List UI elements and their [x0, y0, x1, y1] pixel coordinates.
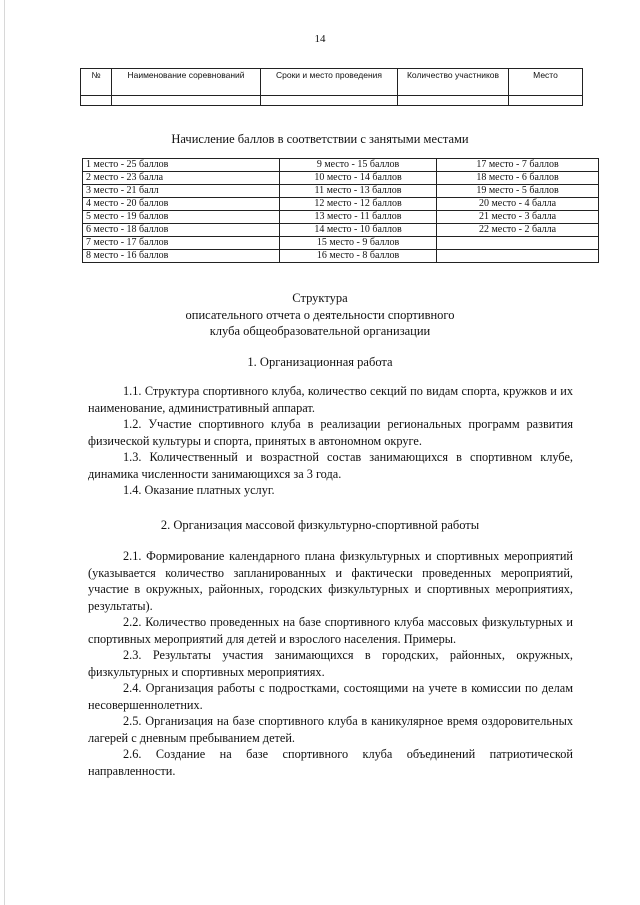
section-1-paragraph: 1.3. Количественный и возрастной состав занимающихся в спортивном клубе, динамика численности занимающихся за 3 года.: [88, 450, 573, 481]
points-cell: 20 место - 4 балла: [437, 198, 599, 211]
empty-cell: [261, 96, 398, 106]
section-2-paragraph: 2.5. Организация на базе спортивного клуба в каникулярное время оздоровительных лагерей с дневным пребыванием детей.: [88, 714, 573, 745]
points-cell: 8 место - 16 баллов: [83, 250, 280, 263]
points-row: [83, 185, 599, 198]
points-row: [83, 250, 599, 263]
section-1-heading: 1. Организационная работа: [247, 355, 393, 369]
section-1-paragraph: 1.1. Структура спортивного клуба, количество секций по видам спорта, кружков и их наименование, административный аппарат.: [88, 384, 573, 415]
points-cell: 17 место - 7 баллов: [437, 159, 599, 172]
points-cell: 2 место - 23 балла: [83, 172, 280, 185]
section-2-paragraph: 2.4. Организация работы с подростками, состоящими на учете в комиссии по делам несовершеннолетних.: [88, 681, 573, 712]
section-2-body: [88, 548, 573, 779]
points-row: [83, 159, 599, 172]
section-1-body: [88, 383, 573, 499]
section-1-paragraph: 1.4. Оказание платных услуг.: [123, 483, 275, 497]
table-empty-row: [81, 96, 583, 106]
empty-cell: [112, 96, 261, 106]
points-cell: 5 место - 19 баллов: [83, 211, 280, 224]
points-row: [83, 224, 599, 237]
points-cell: 19 место - 5 баллов: [437, 185, 599, 198]
points-cell: 18 место - 6 баллов: [437, 172, 599, 185]
header-cell-dates-place: Сроки и место проведения: [261, 69, 398, 96]
points-cell: 16 место - 8 баллов: [280, 250, 437, 263]
section-1-paragraph: 1.2. Участие спортивного клуба в реализации региональных программ развития физической культуры и спорта, принятых в автономном округе.: [88, 417, 573, 448]
section-2-paragraph: 2.2. Количество проведенных на базе спортивного клуба массовых физкультурных и спортивных мероприятий для детей и взрослого населения. Примеры.: [88, 615, 573, 646]
points-cell: 10 место - 14 баллов: [280, 172, 437, 185]
points-cell: 22 место - 2 балла: [437, 224, 599, 237]
section-2-paragraph: 2.1. Формирование календарного плана физкультурных и спортивных мероприятий (указывается количество запланированных и фактически проведенных мероприятий, участие в окружных, районных, городских физкультурных и спортивных мероприятиях, результаты).: [88, 549, 573, 613]
points-cell: 15 место - 9 баллов: [280, 237, 437, 250]
structure-title: [0, 290, 640, 340]
table-header-row: [81, 69, 583, 96]
header-cell-competition-name: Наименование соревнований: [112, 69, 261, 96]
points-row: [83, 211, 599, 224]
empty-cell: [398, 96, 509, 106]
section-2-paragraph: 2.3. Результаты участия занимающихся в городских, районных, окружных, физкультурных и спортивных мероприятиях.: [88, 648, 573, 679]
points-cell: 21 место - 3 балла: [437, 211, 599, 224]
points-cell: 6 место - 18 баллов: [83, 224, 280, 237]
points-cell: 3 место - 21 балл: [83, 185, 280, 198]
structure-title-line: клуба общеобразовательной организации: [209, 324, 431, 338]
points-row: [83, 198, 599, 211]
points-row: [83, 172, 599, 185]
header-cell-number: №: [81, 69, 112, 96]
points-cell: 12 место - 12 баллов: [280, 198, 437, 211]
page-number: 14: [314, 33, 326, 45]
points-cell: 1 место - 25 баллов: [83, 159, 280, 172]
points-row: [83, 237, 599, 250]
points-cell: 9 место - 15 баллов: [280, 159, 437, 172]
points-cell: 11 место - 13 баллов: [280, 185, 437, 198]
points-cell: 7 место - 17 баллов: [83, 237, 280, 250]
points-cell: 14 место - 10 баллов: [280, 224, 437, 237]
structure-title-line: описательного отчета о деятельности спортивного: [185, 307, 455, 322]
points-table: [82, 158, 599, 263]
points-cell: 4 место - 20 баллов: [83, 198, 280, 211]
empty-cell: [509, 96, 583, 106]
points-cell: [437, 250, 599, 263]
points-cell: [437, 237, 599, 250]
empty-cell: [81, 96, 112, 106]
section-2-paragraph: 2.6. Создание на базе спортивного клуба объединений патриотической направленности.: [88, 747, 573, 778]
competitions-table: [80, 68, 583, 106]
header-cell-place: Место: [509, 69, 583, 96]
points-cell: 13 место - 11 баллов: [280, 211, 437, 224]
structure-title-line: Структура: [292, 291, 348, 305]
points-caption: Начисление баллов в соответствии с занятыми местами: [171, 132, 469, 146]
section-2-heading: 2. Организация массовой физкультурно-спортивной работы: [160, 518, 480, 532]
header-cell-participants: Количество участников: [398, 69, 509, 96]
